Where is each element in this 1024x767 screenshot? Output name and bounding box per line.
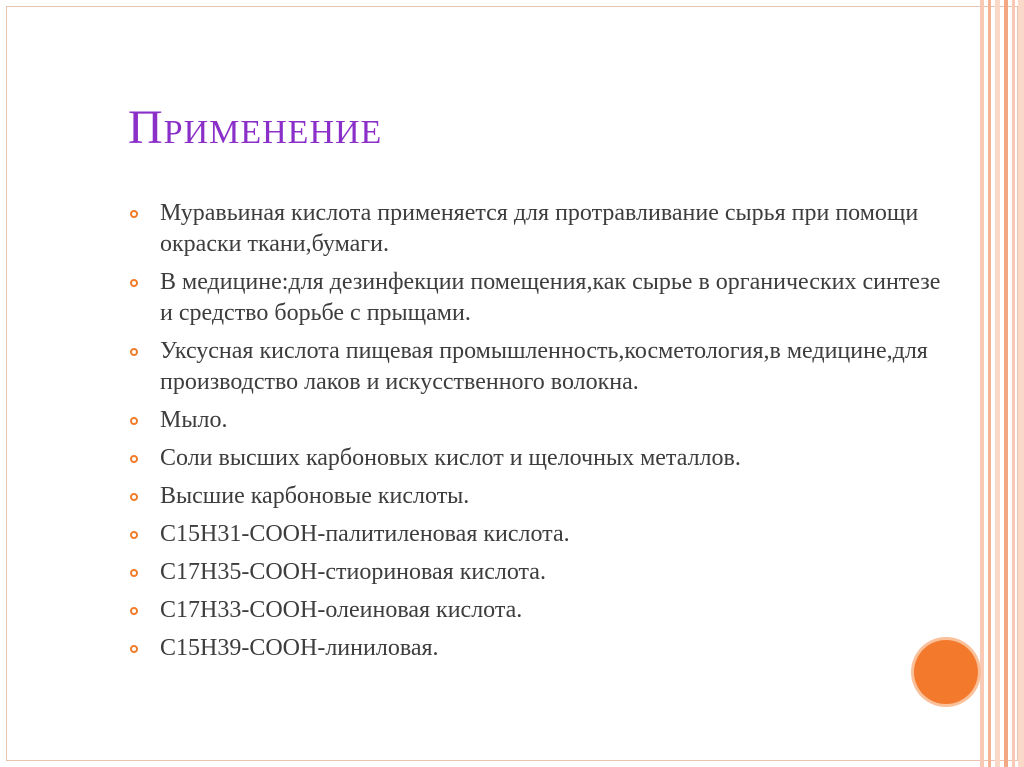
list-item-text: Соли высших карбоновых кислот и щелочных металлов. [160,445,741,471]
decorative-stripes [978,0,1024,767]
list-item-text: Высшие карбоновые кислоты. [160,483,470,509]
decorative-circle [914,640,978,704]
list-item-text: Муравьиная кислота применяется для протравливание сырья при помощи окраски ткани,бумаги. [160,200,919,257]
list-item [128,595,948,626]
bullet-icon [130,607,138,615]
stripe [1018,0,1024,767]
list-item [128,267,948,329]
list-item-text: C15H39-COOH-линиловая. [160,635,439,661]
bullet-icon [130,279,138,287]
stripe [988,0,991,767]
stripe [1004,0,1008,767]
bullet-icon [130,348,138,356]
list-item-text: В медицине:для дезинфекции помещения,как сырье в органических синтезе и средство борьбе с прыщами. [160,269,941,326]
list-item [128,443,948,474]
bullet-icon [130,455,138,463]
bullet-icon [130,417,138,425]
stripe [995,0,1000,767]
bullet-icon [130,531,138,539]
list-item [128,405,948,436]
bullet-icon [130,493,138,501]
list-item [128,198,948,260]
list-item [128,481,948,512]
list-item-text: Мыло. [160,407,228,433]
list-item-text: C17H35-COOH-стиориновая кислота. [160,559,546,585]
bullet-icon [130,210,138,218]
list-item-text: Уксусная кислота пищевая промышленность,косметология,в медицине,для производство лаков и искусственного волокна. [160,338,928,395]
list-item [128,519,948,550]
list-item-text: C15H31-COOH-палитиленовая кислота. [160,521,570,547]
slide-title: Применение [128,101,383,154]
stripe [1012,0,1015,767]
bullet-icon [130,645,138,653]
list-item [128,336,948,398]
list-item-text: C17H33-COOH-олеиновая кислота. [160,597,523,623]
list-item [128,557,948,588]
bullet-icon [130,569,138,577]
stripe [980,0,984,767]
list-item [128,633,948,664]
bullet-list [128,198,948,671]
